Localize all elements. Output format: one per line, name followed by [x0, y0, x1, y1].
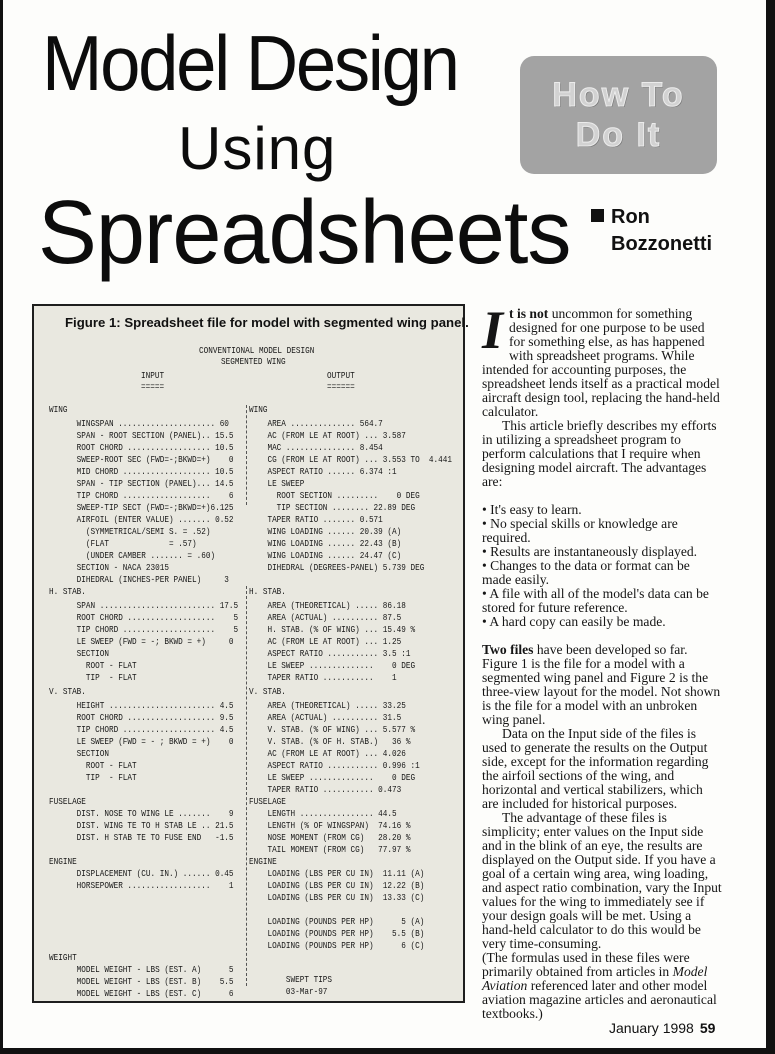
page-number: 59 — [699, 1020, 716, 1036]
column-divider — [246, 405, 247, 505]
output-row: ASPECT RATIO ...... 6.374 :1 — [249, 466, 397, 477]
paragraph-3: Two files have been developed so far. Figure 1 is the file for a model with a segmented wing panel and Figure 2 is the three-view layout for the model. Not shown is the file for a model with an unbroken wing panel. — [482, 642, 721, 727]
input-row: TIP - FLAT — [49, 772, 137, 783]
issue-date: January 1998 — [609, 1020, 694, 1036]
output-row: TIP SECTION ........ 22.89 DEG — [249, 502, 416, 513]
output-row: LOADING (POUNDS PER HP) 6 (C) — [249, 940, 425, 951]
output-row: WING LOADING ...... 20.39 (A) — [249, 526, 402, 537]
output-row: TAPER RATIO ........... 0.473 — [249, 784, 402, 795]
paragraph-2: This article briefly describes my efforts in utilizing a spreadsheet program to perform calculations that I require when designing model aircraft. The advantages are: — [482, 418, 717, 489]
input-row: SECTION — [49, 748, 109, 759]
output-header: OUTPUT — [327, 370, 355, 381]
input-row: DISPLACEMENT (CU. IN.) ...... 0.45 — [49, 868, 234, 879]
input-row: HORSEPOWER .................. 1 — [49, 880, 234, 891]
input-row: MID CHORD ................... 10.5 — [49, 466, 234, 477]
output-row: DIHEDRAL (DEGREES-PANEL) 5.739 DEG — [249, 562, 425, 573]
article-column — [482, 300, 722, 1021]
output-row: MAC ............... 8.454 — [249, 442, 383, 453]
input-row: TIP - FLAT — [49, 672, 137, 683]
input-row: ROOT CHORD ................... 9.5 — [49, 712, 234, 723]
output-row: ROOT SECTION ......... 0 DEG — [249, 490, 420, 501]
output-row: 03-Mar-97 — [249, 986, 328, 997]
badge-line-1: How To — [552, 76, 685, 114]
title-line-3: Spreadsheets — [38, 183, 571, 283]
list-item: • Changes to the data or format can be made easily. — [482, 558, 690, 587]
input-row: SECTION - NACA 23015 — [49, 562, 169, 573]
output-row: LOADING (POUNDS PER HP) 5.5 (B) — [249, 928, 425, 939]
input-row: MODEL WEIGHT - LBS (EST. B) 5.5 — [49, 976, 234, 987]
input-row: TIP CHORD ................... 6 — [49, 490, 234, 501]
output-row: SWEPT TIPS — [249, 974, 333, 985]
input-row: HEIGHT ....................... 4.5 — [49, 700, 234, 711]
input-row: ROOT CHORD ................... 5 — [49, 612, 239, 623]
input-row: FUSELAGE — [49, 796, 86, 807]
output-row: H. STAB. (% OF WING) ... 15.49 % — [249, 624, 416, 635]
output-row: AREA (ACTUAL) .......... 31.5 — [249, 712, 402, 723]
output-row: ENGINE — [249, 856, 277, 867]
output-row: LE SWEEP .............. 0 DEG — [249, 660, 416, 671]
output-row: ASPECT RATIO ........... 3.5 :1 — [249, 648, 411, 659]
output-row: LE SWEEP — [249, 478, 305, 489]
list-item: • A hard copy can easily be made. — [482, 614, 666, 629]
author-last-name: Bozzonetti — [611, 233, 713, 255]
list-item: • Results are instantaneously displayed. — [482, 544, 698, 559]
input-row: ROOT - FLAT — [49, 660, 137, 671]
input-row: WINGSPAN ..................... 60 — [49, 418, 229, 429]
output-row: LOADING (LBS PER CU IN) 12.22 (B) — [249, 880, 425, 891]
input-row: ROOT - FLAT — [49, 760, 137, 771]
input-header: INPUT — [141, 370, 165, 381]
output-row: WING — [249, 404, 268, 415]
input-row: TIP CHORD .................... 4.5 — [49, 724, 234, 735]
input-row: SECTION — [49, 648, 109, 659]
how-to-do-it-badge — [520, 56, 717, 174]
output-row: LOADING (POUNDS PER HP) 5 (A) — [249, 916, 425, 927]
output-row: FUSELAGE — [249, 796, 286, 807]
list-item: • No special skills or knowledge are required. — [482, 516, 678, 545]
input-row: WEIGHT — [49, 952, 77, 963]
input-row: SPAN - TIP SECTION (PANEL)... 14.5 — [49, 478, 234, 489]
page-edge-bottom — [0, 1048, 775, 1054]
list-item: • It's easy to learn. — [482, 502, 582, 517]
input-row: SPAN - ROOT SECTION (PANEL).. 15.5 — [49, 430, 234, 441]
input-header-rule: ===== — [141, 381, 165, 392]
input-row: LE SWEEP (FWD = -; BKWD = +) 0 — [49, 636, 234, 647]
input-row: SPAN ......................... 17.5 — [49, 600, 239, 611]
input-row: DIHEDRAL (INCHES-PER PANEL) 3 — [49, 574, 229, 585]
input-row: (SYMMETRICAL/SEMI S. = .52) — [49, 526, 211, 537]
output-row: AREA .............. 564.7 — [249, 418, 383, 429]
input-row: DIST. H STAB TE TO FUSE END -1.5 — [49, 832, 234, 843]
output-row: V. STAB. (% OF H. STAB.) 36 % — [249, 736, 411, 747]
output-row: TAPER RATIO ........... 1 — [249, 672, 397, 683]
drop-cap: I — [482, 300, 504, 360]
paragraph-6: (The formulas used in these files were primarily obtained from articles in Model Aviation referenced later and other model aviation magazine articles and aeronautical textbooks.) — [482, 950, 717, 1021]
output-row: LE SWEEP .............. 0 DEG — [249, 772, 416, 783]
output-row: H. STAB. — [249, 586, 286, 597]
paragraph-4: Data on the Input side of the files is used to generate the results on the Output side, except for the information regarding the airfoil sections of the wing, and horizontal and vertical stabilizers, which are included for historical purposes. — [482, 726, 709, 811]
output-header-rule: ====== — [327, 381, 355, 392]
paragraph-5: The advantage of these files is simplicity; enter values on the Input side and in the blink of an eye, the results are displayed on the Output side. If you have a goal of a certain wing area, wing loading, and aspect ratio combination, vary the Input values for the wing to immediately see if your design goals will be met. Using a hand-held calculator to do this would be very time-consuming. — [482, 810, 722, 951]
title-line-1: Model Design — [42, 19, 458, 107]
output-row: TAIL MOMENT (FROM CG) 77.97 % — [249, 844, 411, 855]
input-row: ENGINE — [49, 856, 77, 867]
output-row: V. STAB. (% OF WING) ... 5.577 % — [249, 724, 416, 735]
output-row: LENGTH (% OF WINGSPAN) 74.16 % — [249, 820, 411, 831]
input-row: AIRFOIL (ENTER VALUE) ....... 0.52 — [49, 514, 234, 525]
input-row: (FLAT = .57) — [49, 538, 197, 549]
output-row: CG (FROM LE AT ROOT) ... 3.553 TO 4.441 — [249, 454, 452, 465]
output-row: AC (FROM LE AT ROOT) ... 1.25 — [249, 636, 402, 647]
list-item: • A file with all of the model's data can be stored for future reference. — [482, 586, 709, 615]
author-first-name: Ron — [611, 206, 650, 228]
input-row: (UNDER CAMBER ....... = .60) — [49, 550, 216, 561]
output-row: ASPECT RATIO ........... 0.996 :1 — [249, 760, 420, 771]
input-row: MODEL WEIGHT - LBS (EST. A) 5 — [49, 964, 234, 975]
output-row: AREA (THEORETICAL) ..... 86.18 — [249, 600, 406, 611]
output-row: WING LOADING ...... 22.43 (B) — [249, 538, 402, 549]
output-row: TAPER RATIO ....... 0.571 — [249, 514, 383, 525]
input-row: DIST. WING TE TO H STAB LE .. 21.5 — [49, 820, 234, 831]
lead-in: t is not — [509, 306, 549, 321]
output-row: WING LOADING ...... 24.47 (C) — [249, 550, 402, 561]
output-row: LOADING (LBS PER CU IN) 11.11 (A) — [249, 868, 425, 879]
input-row: H. STAB. — [49, 586, 86, 597]
square-bullet-icon — [591, 209, 604, 222]
input-row: LE SWEEP (FWD = - ; BKWD = +) 0 — [49, 736, 234, 747]
page-edge-left — [0, 0, 3, 1054]
input-row: ROOT CHORD .................. 10.5 — [49, 442, 234, 453]
output-row: NOSE MOMENT (FROM CG) 28.20 % — [249, 832, 411, 843]
output-row: LOADING (LBS PER CU IN) 13.33 (C) — [249, 892, 425, 903]
advantages-list — [482, 503, 722, 629]
input-row: SWEEP-ROOT SEC (FWD=-;BKWD=+) 0 — [49, 454, 234, 465]
input-row: SWEEP-TIP SECT (FWD=-;BKWD=+)6.125 — [49, 502, 234, 513]
title-line-2: Using — [178, 115, 337, 182]
input-row: V. STAB. — [49, 686, 86, 697]
output-row: AC (FROM LE AT ROOT) ... 4.026 — [249, 748, 406, 759]
page-footer — [609, 1020, 715, 1036]
input-row: DIST. NOSE TO WING LE ....... 9 — [49, 808, 234, 819]
input-row: TIP CHORD .................... 5 — [49, 624, 239, 635]
output-row: AREA (ACTUAL) .......... 87.5 — [249, 612, 402, 623]
input-row: WING — [49, 404, 68, 415]
lead-in: Two files — [482, 642, 534, 657]
output-row: AREA (THEORETICAL) ..... 33.25 — [249, 700, 406, 711]
column-divider — [246, 586, 247, 986]
badge-line-2: Do It — [575, 116, 662, 154]
output-row: V. STAB. — [249, 686, 286, 697]
sheet-title: CONVENTIONAL MODEL DESIGN — [199, 345, 315, 356]
figure-caption: Figure 1: Spreadsheet file for model with segmented wing panel. — [65, 315, 469, 330]
paragraph-1: It is not uncommon for something designed for one purpose to be used for something else, as has happened with spreadsheet programs. While intended for accounting purposes, the spreadsheet lends itself as a practical model aircraft design tool, replacing the hand-held calculator. — [482, 300, 720, 419]
output-row: LENGTH ................ 44.5 — [249, 808, 397, 819]
author-byline — [591, 204, 712, 258]
input-row: MODEL WEIGHT - LBS (EST. C) 6 — [49, 988, 234, 999]
output-row: AC (FROM LE AT ROOT) ... 3.587 — [249, 430, 406, 441]
page-edge-right — [766, 0, 775, 1054]
sheet-subtitle: SEGMENTED WING — [221, 356, 286, 367]
